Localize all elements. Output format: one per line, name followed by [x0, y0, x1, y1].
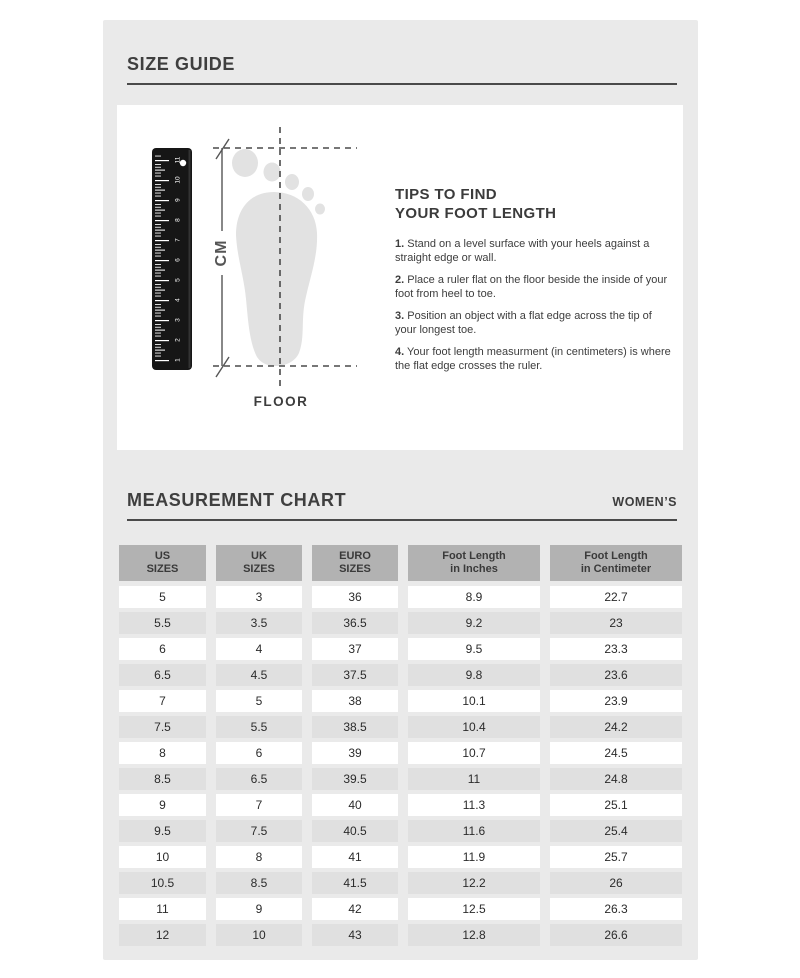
- table-cell: 7.5: [119, 716, 206, 738]
- size-chart-table: [119, 545, 682, 946]
- ruler-number: 5: [174, 278, 182, 282]
- table-cell: 37.5: [312, 664, 398, 686]
- tip-step-text: Place a ruler flat on the floor beside the inside of your foot from heel to toe.: [395, 274, 668, 300]
- tips-title-line2: YOUR FOOT LENGTH: [395, 205, 557, 222]
- ruler-number: 8: [174, 218, 182, 222]
- tip-step-number: 3.: [395, 310, 405, 322]
- tip-step: [395, 309, 671, 337]
- table-cell: 10: [119, 846, 206, 868]
- table-cell: 41.5: [312, 872, 398, 894]
- table-cell: 6: [119, 638, 206, 660]
- table-cell: 23: [550, 612, 682, 634]
- size-guide-heading: [127, 54, 677, 85]
- ruler-number: 3: [174, 318, 182, 322]
- table-cell: 7.5: [216, 820, 302, 842]
- ruler-number: 1: [174, 358, 182, 362]
- table-cell: 11.3: [408, 794, 540, 816]
- header-line: Foot Length: [442, 550, 506, 562]
- ruler-icon: [152, 148, 192, 370]
- table-cell: 25.1: [550, 794, 682, 816]
- cm-label: CM: [213, 239, 231, 267]
- table-cell: 5.5: [216, 716, 302, 738]
- table-header-foot-length-centimeter: [550, 545, 682, 581]
- table-header-us-sizes: [119, 545, 206, 581]
- size-table-header: [119, 545, 682, 581]
- table-cell: 10.7: [408, 742, 540, 764]
- header-line: in Inches: [450, 563, 498, 575]
- table-cell: 10: [216, 924, 302, 946]
- table-cell: 41: [312, 846, 398, 868]
- size-guide-title: SIZE GUIDE: [127, 54, 236, 74]
- table-header-uk-sizes: [216, 545, 302, 581]
- table-cell: 24.2: [550, 716, 682, 738]
- table-cell: 5.5: [119, 612, 206, 634]
- tip-step-text: Your foot length measurment (in centimeters) is where the flat edge crosses the ruler.: [395, 346, 671, 372]
- ruler-number: 11: [174, 156, 182, 164]
- ruler-number: 10: [174, 176, 182, 184]
- table-cell: 6.5: [216, 768, 302, 790]
- header-line: SIZES: [243, 563, 275, 575]
- ruler-number: 7: [174, 238, 182, 242]
- table-cell: 10.4: [408, 716, 540, 738]
- table-cell: 11.6: [408, 820, 540, 842]
- table-cell: 8.5: [216, 872, 302, 894]
- tip-step-number: 2.: [395, 274, 405, 286]
- tips-section: [395, 185, 671, 381]
- header-line: EURO: [339, 550, 371, 562]
- table-cell: 9.2: [408, 612, 540, 634]
- table-cell: 3.5: [216, 612, 302, 634]
- table-cell: 9: [119, 794, 206, 816]
- table-cell: 11: [119, 898, 206, 920]
- table-cell: 39: [312, 742, 398, 764]
- ruler-number: 6: [174, 258, 182, 262]
- tip-step-number: 4.: [395, 346, 405, 358]
- table-cell: 40.5: [312, 820, 398, 842]
- header-line: UK: [251, 550, 267, 562]
- ruler-number: 9: [174, 198, 182, 202]
- table-cell: 6: [216, 742, 302, 764]
- table-cell: 10.1: [408, 690, 540, 712]
- table-header-euro-sizes: [312, 545, 398, 581]
- table-cell: 23.6: [550, 664, 682, 686]
- tips-title: [395, 185, 671, 223]
- table-cell: 26.6: [550, 924, 682, 946]
- table-cell: 12: [119, 924, 206, 946]
- table-cell: 12.5: [408, 898, 540, 920]
- tip-step: [395, 273, 671, 301]
- table-cell: 12.8: [408, 924, 540, 946]
- table-cell: 24.8: [550, 768, 682, 790]
- measurement-chart-title: MEASUREMENT CHART: [127, 490, 347, 510]
- table-cell: 26: [550, 872, 682, 894]
- table-cell: 9.8: [408, 664, 540, 686]
- tips-title-line1: TIPS TO FIND: [395, 186, 498, 203]
- table-cell: 38.5: [312, 716, 398, 738]
- table-cell: 42: [312, 898, 398, 920]
- header-line: in Centimeter: [580, 563, 652, 575]
- tip-step-text: Position an object with a flat edge across the tip of your longest toe.: [395, 310, 652, 336]
- table-cell: 9.5: [119, 820, 206, 842]
- tip-step-number: 1.: [395, 238, 405, 250]
- table-cell: 8: [216, 846, 302, 868]
- tip-step-text: Stand on a level surface with your heels against a straight edge or wall.: [395, 238, 650, 264]
- table-cell: 7: [216, 794, 302, 816]
- table-header-foot-length-inches: [408, 545, 540, 581]
- tips-steps: [395, 237, 671, 373]
- table-cell: 6.5: [119, 664, 206, 686]
- table-cell: 36.5: [312, 612, 398, 634]
- table-cell: 25.7: [550, 846, 682, 868]
- table-cell: 5: [216, 690, 302, 712]
- table-cell: 4.5: [216, 664, 302, 686]
- table-cell: 22.7: [550, 586, 682, 608]
- table-cell: 23.9: [550, 690, 682, 712]
- table-cell: 24.5: [550, 742, 682, 764]
- header-line: SIZES: [339, 563, 371, 575]
- foot-measure-illustration-box: [117, 105, 683, 450]
- header-line: SIZES: [146, 563, 179, 575]
- size-guide-panel: [103, 20, 698, 960]
- footprint-icon: [232, 149, 325, 366]
- table-cell: 9: [216, 898, 302, 920]
- measurement-chart-heading: [127, 490, 677, 521]
- table-cell: 43: [312, 924, 398, 946]
- table-cell: 7: [119, 690, 206, 712]
- table-cell: 11.9: [408, 846, 540, 868]
- table-cell: 23.3: [550, 638, 682, 660]
- table-cell: 8.5: [119, 768, 206, 790]
- table-cell: 11: [408, 768, 540, 790]
- tip-step: [395, 237, 671, 265]
- table-cell: 4: [216, 638, 302, 660]
- table-cell: 3: [216, 586, 302, 608]
- measurement-chart-tag: WOMEN’S: [612, 495, 677, 509]
- ruler-number: 4: [174, 298, 182, 302]
- table-cell: 12.2: [408, 872, 540, 894]
- ruler-number: 2: [174, 338, 182, 342]
- table-cell: 5: [119, 586, 206, 608]
- header-line: Foot Length: [584, 550, 648, 562]
- floor-label: FLOOR: [253, 394, 309, 409]
- table-cell: 36: [312, 586, 398, 608]
- table-cell: 10.5: [119, 872, 206, 894]
- table-cell: 8.9: [408, 586, 540, 608]
- table-cell: 39.5: [312, 768, 398, 790]
- table-cell: 25.4: [550, 820, 682, 842]
- tip-step: [395, 345, 671, 373]
- table-cell: 9.5: [408, 638, 540, 660]
- size-table-body: [119, 586, 682, 946]
- table-cell: 37: [312, 638, 398, 660]
- table-cell: 40: [312, 794, 398, 816]
- table-cell: 8: [119, 742, 206, 764]
- header-line: US: [154, 550, 171, 562]
- table-cell: 26.3: [550, 898, 682, 920]
- table-cell: 38: [312, 690, 398, 712]
